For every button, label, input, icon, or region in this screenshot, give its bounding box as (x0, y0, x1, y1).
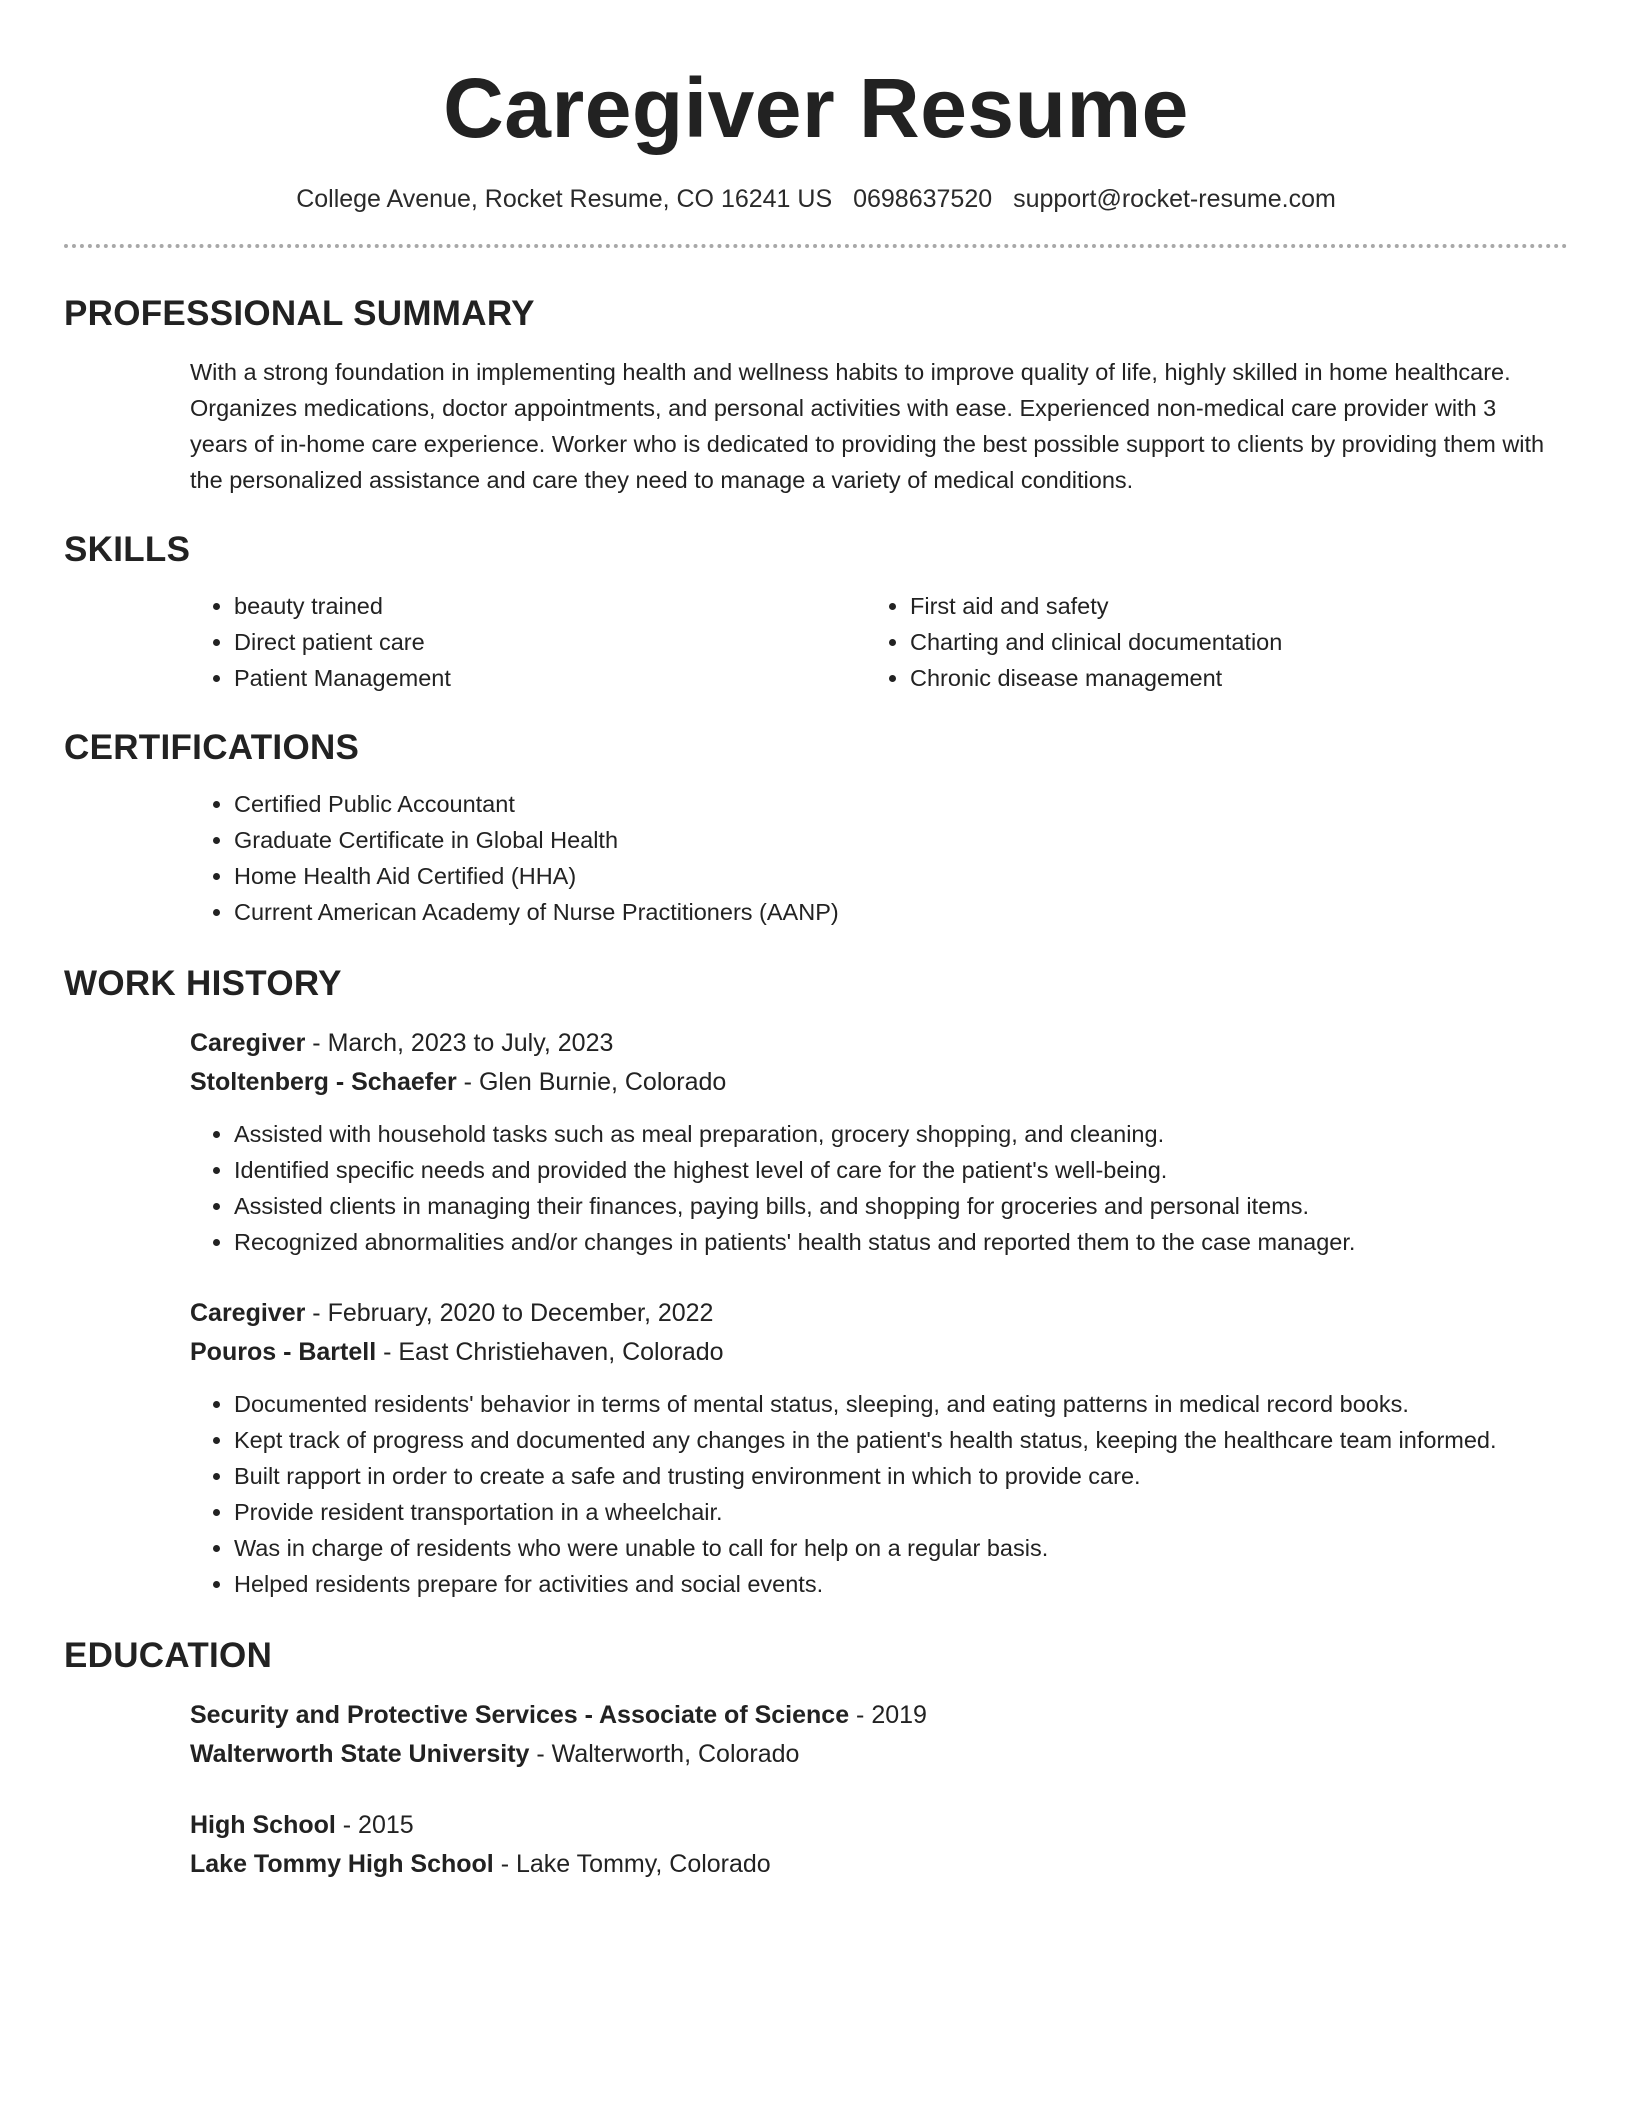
certification-item: • Graduate Certificate in Global Health (234, 822, 1568, 858)
summary-text: With a strong foundation in implementing health and wellness habits to improve quality of life, highly skilled in home healthcare. Organizes medications, doctor appointments, and personal activities with ease. Experienced non-medical care provider with 3 years of in-home care experience. Worker who is dedicated to providing the best possible support to clients by providing them with the personalized assistance and care they need to manage a variety of medical conditions. (190, 359, 1545, 493)
education-degree: Security and Protective Services - Associate of Science (190, 1701, 850, 1729)
skills-section (64, 528, 1568, 696)
job-dates: - February, 2020 to December, 2022 (305, 1299, 714, 1327)
certification-item: • Home Health Aid Certified (HHA) (234, 858, 1568, 894)
job-bullet: • Helped residents prepare for activities and social events. (234, 1566, 1568, 1602)
education-degree-line (190, 1806, 1568, 1845)
skill-item: • First aid and safety (910, 588, 1426, 624)
education-body (64, 1696, 1568, 1884)
summary-body (64, 354, 1568, 498)
education-location: - Lake Tommy, Colorado (493, 1850, 771, 1878)
job-bullet: • Kept track of progress and documented any changes in the patient's health status, keeping the healthcare team informed. (234, 1422, 1568, 1458)
skill-item: • Chronic disease management (910, 660, 1426, 696)
work-history-body (64, 1024, 1568, 1602)
resume-title: Caregiver Resume (443, 61, 1189, 155)
job-bullet: • Recognized abnormalities and/or changes in patients' health status and reported them to the case manager. (234, 1224, 1568, 1260)
job-location: - Glen Burnie, Colorado (456, 1068, 727, 1096)
skill-item: • Direct patient care (234, 624, 866, 660)
education-school-line (190, 1845, 1568, 1884)
skill-item: • beauty trained (234, 588, 866, 624)
contact-line (64, 182, 1568, 216)
education-year: - 2015 (335, 1811, 414, 1839)
job-entry (190, 1294, 1568, 1602)
job-company-line (190, 1333, 1568, 1372)
certification-item: • Current American Academy of Nurse Practitioners (AANP) (234, 894, 1568, 930)
skills-body (64, 588, 1568, 696)
education-school: Walterworth State University (190, 1740, 530, 1768)
education-section (64, 1634, 1568, 1884)
certifications-list (190, 786, 1568, 930)
job-bullet: • Built rapport in order to create a safe and trusting environment in which to provide care. (234, 1458, 1568, 1494)
skills-list-left (190, 588, 866, 696)
certifications-heading: CERTIFICATIONS (64, 728, 360, 767)
job-bullet: • Identified specific needs and provided the highest level of care for the patient's well-being. (234, 1152, 1568, 1188)
summary-section (64, 292, 1568, 498)
work-history-section (64, 962, 1568, 1602)
summary-heading: PROFESSIONAL SUMMARY (64, 294, 535, 333)
job-role: Caregiver (190, 1029, 306, 1057)
work-history-heading: WORK HISTORY (64, 964, 342, 1003)
job-bullet: • Assisted clients in managing their finances, paying bills, and shopping for groceries and personal items. (234, 1188, 1568, 1224)
skill-item: • Patient Management (234, 660, 866, 696)
job-bullet: • Assisted with household tasks such as meal preparation, grocery shopping, and cleaning. (234, 1116, 1568, 1152)
certification-item: • Certified Public Accountant (234, 786, 1568, 822)
job-role: Caregiver (190, 1299, 306, 1327)
education-entry (190, 1696, 1568, 1774)
job-bullet: • Provide resident transportation in a wheelchair. (234, 1494, 1568, 1530)
job-title-line (190, 1024, 1568, 1063)
job-dates: - March, 2023 to July, 2023 (305, 1029, 614, 1057)
skills-heading: SKILLS (64, 530, 191, 569)
job-bullet: • Was in charge of residents who were unable to call for help on a regular basis. (234, 1530, 1568, 1566)
job-bullets (190, 1116, 1568, 1260)
job-title-line (190, 1294, 1568, 1333)
job-company-line (190, 1063, 1568, 1102)
education-degree: High School (190, 1811, 336, 1839)
job-company: Pouros - Bartell (190, 1338, 377, 1366)
education-degree-line (190, 1696, 1568, 1735)
job-bullet: • Documented residents' behavior in terms of mental status, sleeping, and eating patterns in medical record books. (234, 1386, 1568, 1422)
job-location: - East Christiehaven, Colorado (376, 1338, 724, 1366)
skill-item: • Charting and clinical documentation (910, 624, 1426, 660)
education-entry (190, 1806, 1568, 1884)
education-location: - Walterworth, Colorado (529, 1740, 800, 1768)
certifications-section (64, 726, 1568, 930)
header-divider (64, 244, 1568, 248)
certifications-body (64, 786, 1568, 930)
contact-phone: 0698637520 (853, 185, 993, 213)
education-heading: EDUCATION (64, 1636, 273, 1675)
contact-address: College Avenue, Rocket Resume, CO 16241 US (296, 185, 833, 213)
skills-list-right (866, 588, 1426, 696)
job-entry (190, 1024, 1568, 1260)
job-company: Stoltenberg - Schaefer (190, 1068, 457, 1096)
job-bullets (190, 1386, 1568, 1602)
education-school: Lake Tommy High School (190, 1850, 494, 1878)
education-year: - 2019 (849, 1701, 927, 1729)
contact-email: support@rocket-resume.com (1013, 185, 1336, 213)
education-school-line (190, 1735, 1568, 1774)
skills-grid (190, 588, 1568, 696)
